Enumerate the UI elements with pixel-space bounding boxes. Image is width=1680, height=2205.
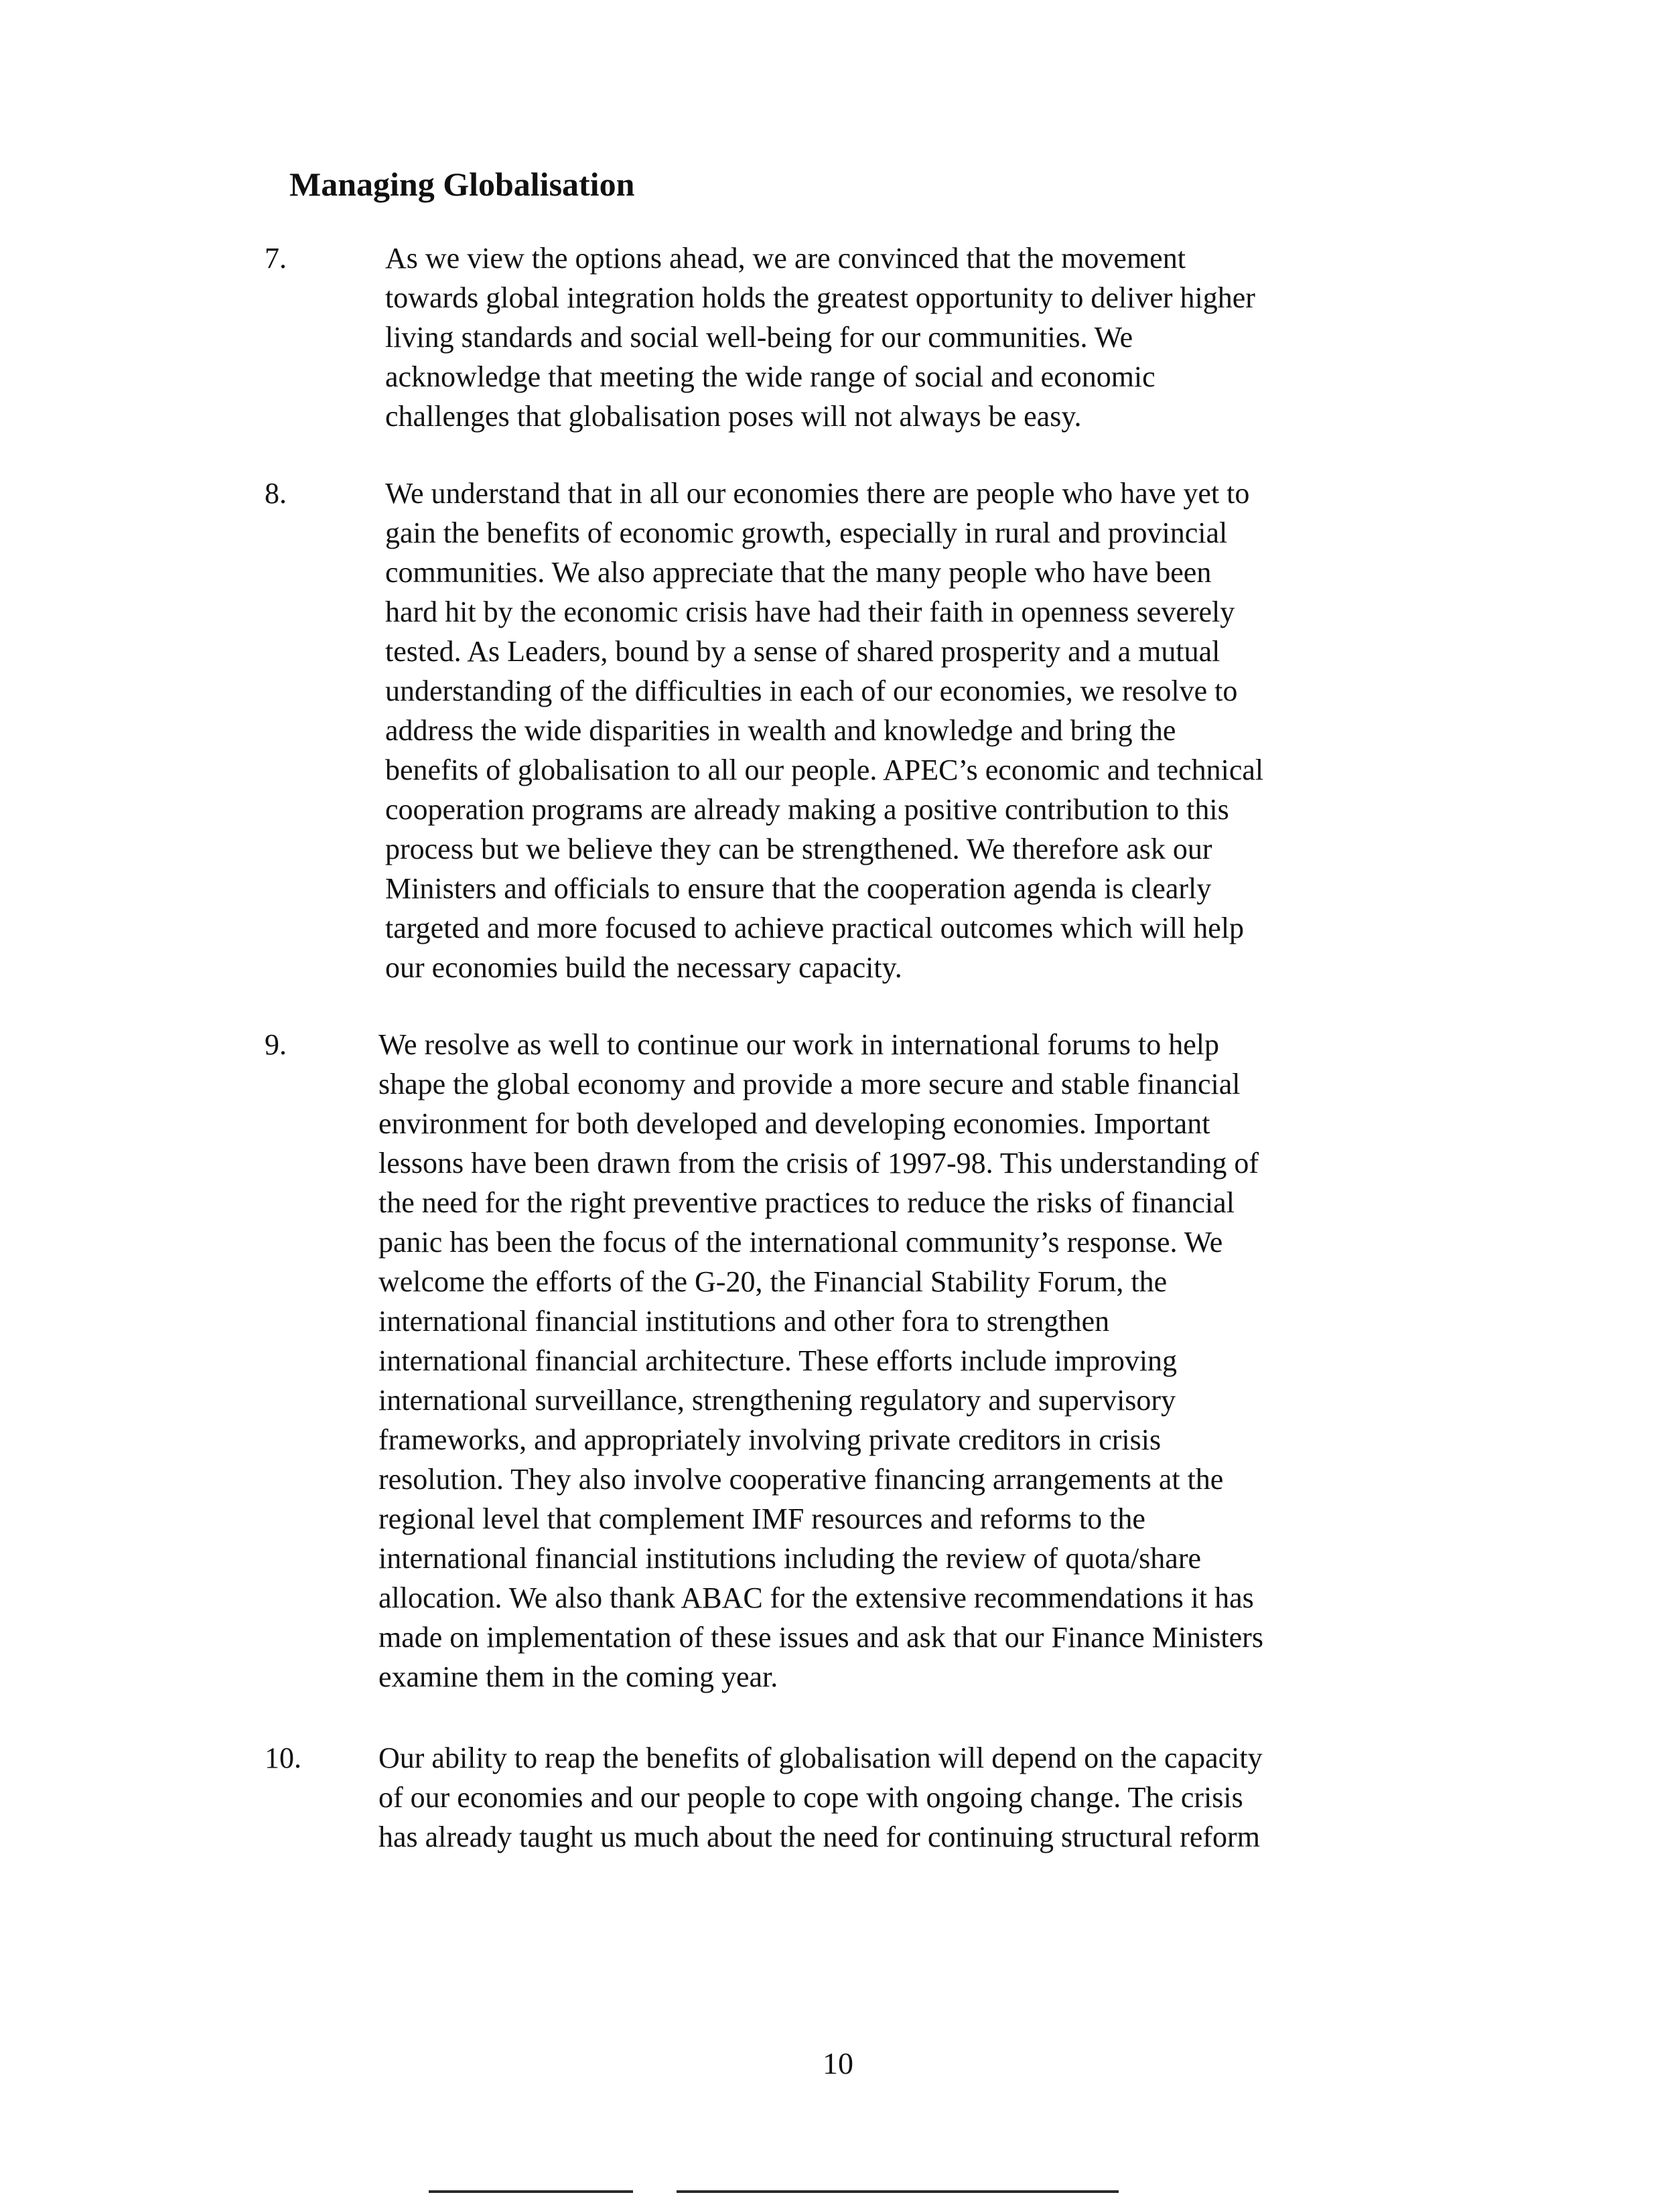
text-line: international financial institutions and other fora to strengthen bbox=[378, 1305, 1110, 1338]
text-line: examine them in the coming year. bbox=[378, 1660, 778, 1693]
text-line: challenges that globalisation poses will not always be easy. bbox=[385, 400, 1082, 433]
text-line: the need for the right preventive practices to reduce the risks of financial bbox=[378, 1186, 1235, 1219]
text-line: communities. We also appreciate that the many people who have been bbox=[385, 556, 1212, 589]
text-line: address the wide disparities in wealth and knowledge and bring the bbox=[385, 714, 1176, 747]
text-line: understanding of the difficulties in each of our economies, we resolve to bbox=[385, 674, 1238, 707]
text-line: targeted and more focused to achieve practical outcomes which will help bbox=[385, 912, 1245, 944]
text-line: Ministers and officials to ensure that the cooperation agenda is clearly bbox=[385, 872, 1212, 905]
footer-divider bbox=[677, 2190, 1119, 2193]
paragraph-number: 9. bbox=[265, 1028, 287, 1061]
text-line: lessons have been drawn from the crisis of 1997-98. This understanding of bbox=[378, 1147, 1259, 1180]
text-line: of our economies and our people to cope with ongoing change. The crisis bbox=[378, 1781, 1243, 1814]
text-line: international financial institutions including the review of quota/share bbox=[378, 1542, 1202, 1575]
text-line: cooperation programs are already making a positive contribution to this bbox=[385, 793, 1229, 826]
section-heading: Managing Globalisation bbox=[289, 165, 635, 203]
text-line: welcome the efforts of the G-20, the Financial Stability Forum, the bbox=[378, 1265, 1168, 1298]
text-line: our economies build the necessary capacity. bbox=[385, 951, 902, 984]
text-line: international financial architecture. These efforts include improving bbox=[378, 1344, 1178, 1377]
text-line: has already taught us much about the need for continuing structural reform bbox=[378, 1821, 1260, 1853]
paragraph-text bbox=[385, 474, 1417, 987]
text-line: process but we believe they can be strengthened. We therefore ask our bbox=[385, 833, 1212, 865]
text-line: panic has been the focus of the international community’s response. We bbox=[378, 1226, 1223, 1259]
paragraph-text bbox=[378, 1025, 1410, 1697]
text-line: benefits of globalisation to all our people. APEC’s economic and technical bbox=[385, 754, 1264, 786]
paragraph-number: 10. bbox=[265, 1741, 301, 1774]
text-line: towards global integration holds the greatest opportunity to deliver higher bbox=[385, 281, 1255, 314]
text-line: We resolve as well to continue our work in international forums to help bbox=[378, 1028, 1220, 1061]
text-line: regional level that complement IMF resources and reforms to the bbox=[378, 1502, 1145, 1535]
paragraph-text bbox=[385, 238, 1417, 436]
paragraph-number: 8. bbox=[265, 477, 287, 510]
footer-divider bbox=[429, 2190, 633, 2193]
text-line: international surveillance, strengthening regulatory and supervisory bbox=[378, 1384, 1176, 1417]
text-line: gain the benefits of economic growth, especially in rural and provincial bbox=[385, 516, 1228, 549]
text-line: environment for both developed and developing economies. Important bbox=[378, 1107, 1210, 1140]
text-line: Our ability to reap the benefits of globalisation will depend on the capacity bbox=[378, 1741, 1263, 1774]
paragraph-number: 7. bbox=[265, 242, 287, 275]
text-line: tested. As Leaders, bound by a sense of shared prosperity and a mutual bbox=[385, 635, 1220, 668]
paragraph-text bbox=[378, 1738, 1410, 1857]
page-number: 10 bbox=[823, 2046, 853, 2080]
text-line: allocation. We also thank ABAC for the extensive recommendations it has bbox=[378, 1581, 1254, 1614]
text-line: frameworks, and appropriately involving private creditors in crisis bbox=[378, 1423, 1162, 1456]
text-line: As we view the options ahead, we are convinced that the movement bbox=[385, 242, 1186, 275]
text-line: living standards and social well-being for our communities. We bbox=[385, 321, 1133, 354]
text-line: shape the global economy and provide a more secure and stable financial bbox=[378, 1068, 1241, 1100]
text-line: acknowledge that meeting the wide range of social and economic bbox=[385, 360, 1156, 393]
text-line: hard hit by the economic crisis have had their faith in openness severely bbox=[385, 595, 1235, 628]
text-line: made on implementation of these issues and ask that our Finance Ministers bbox=[378, 1621, 1263, 1654]
text-line: resolution. They also involve cooperative financing arrangements at the bbox=[378, 1463, 1224, 1496]
text-line: We understand that in all our economies there are people who have yet to bbox=[385, 477, 1250, 510]
